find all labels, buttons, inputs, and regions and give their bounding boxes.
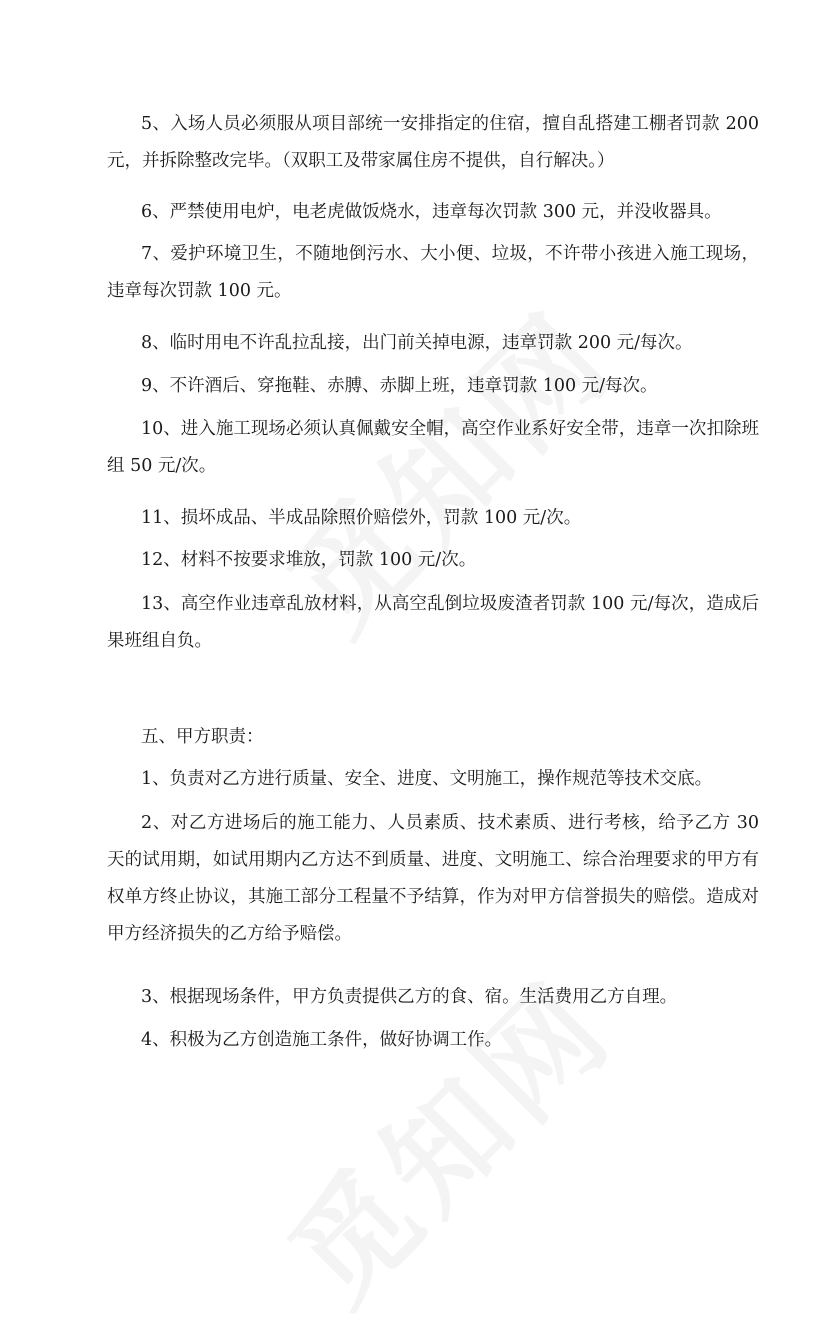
rule-item-6: 6、严禁使用电炉，电老虎做饭烧水，违章每次罚款 300 元，并没收器具。 [141, 202, 722, 222]
section-heading-party-a: 五、甲方职责： [141, 727, 264, 747]
rule-item-5: 5、入场人员必须服从项目部统一安排指定的住宿，擅自乱搭建工棚者罚款 200 元，并拆除整改完毕。（双职工及带家属住房不提供，自行解决。） [107, 114, 759, 171]
party-a-item-2: 2、对乙方进场后的施工能力、人员素质、技术素质、进行考核，给予乙方 30 天的试用期，如试用期内乙方达不到质量、进度、文明施工、综合治理要求的甲方有权单方终止协议，其施工部分工程量不予结算，作为对甲方信誉损失的赔偿。造成对甲方经济损失的乙方给予赔偿。 [107, 813, 759, 944]
rule-item-12: 12、材料不按要求堆放，罚款 100 元/次。 [141, 550, 477, 570]
party-a-item-4: 4、积极为乙方创造施工条件，做好协调工作。 [141, 1030, 503, 1050]
party-a-item-3: 3、根据现场条件，甲方负责提供乙方的食、宿。生活费用乙方自理。 [141, 987, 678, 1007]
party-a-item-1: 1、负责对乙方进行质量、安全、进度、文明施工，操作规范等技术交底。 [141, 769, 713, 789]
rule-item-9: 9、不许酒后、穿拖鞋、赤膊、赤脚上班，违章罚款 100 元/每次。 [141, 376, 658, 396]
rule-item-11: 11、损坏成品、半成品除照价赔偿外，罚款 100 元/次。 [141, 508, 582, 528]
rule-item-13: 13、高空作业违章乱放材料，从高空乱倒垃圾废渣者罚款 100 元/每次，造成后果班组自负。 [107, 594, 759, 651]
rule-item-10: 10、进入施工现场必须认真佩戴安全帽，高空作业系好安全带，违章一次扣除班组 50 元/次。 [107, 419, 759, 476]
rule-item-7: 7、爱护环境卫生，不随地倒污水、大小便、垃圾，不许带小孩进入施工现场，违章每次罚款 100 元。 [107, 244, 759, 301]
rule-item-8: 8、临时用电不许乱拉乱接，出门前关掉电源，违章罚款 200 元/每次。 [141, 333, 693, 353]
